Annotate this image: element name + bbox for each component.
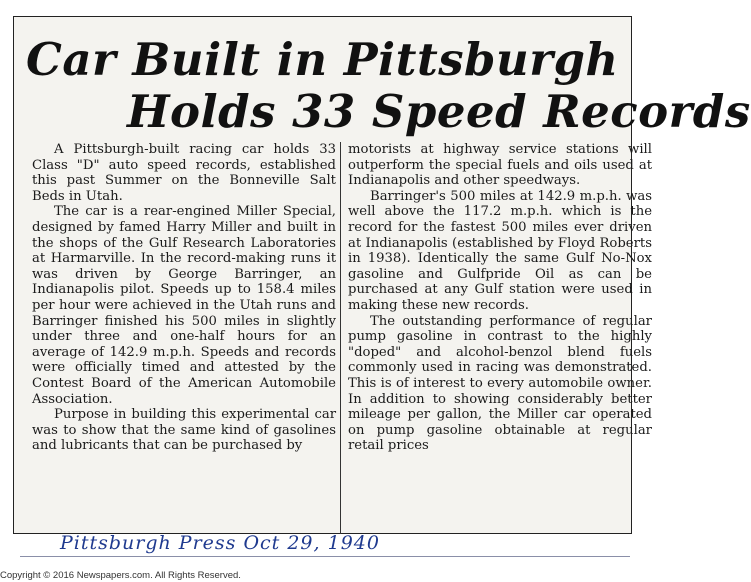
article-column-left xyxy=(32,142,336,454)
paragraph: Purpose in building this experimental car was to show that the same kind of gasolines and lubricants that can be purchased by xyxy=(32,407,336,454)
copyright-notice: Copyright © 2016 Newspapers.com. All Rights Reserved. xyxy=(0,570,241,581)
column-divider xyxy=(340,142,341,534)
handwritten-source-note: Pittsburgh Press Oct 29, 1940 xyxy=(60,532,380,554)
headline-line-2: Holds 33 Speed Records xyxy=(127,85,751,138)
handwriting-underline xyxy=(20,556,630,557)
newspaper-clipping xyxy=(13,16,751,534)
paragraph: Barringer's 500 miles at 142.9 m.p.h. was well above the 117.2 m.p.h. which is the record for the fastest 500 miles ever driven at Indianapolis (established by Floyd Roberts in 1938). Identically the same Gulf No-Nox gasoline and Gulfpride Oil as can be purchased at any Gulf station were used in making these new records. xyxy=(348,188,652,313)
headline-line-1: Car Built in Pittsburgh xyxy=(26,33,619,86)
article-column-right xyxy=(348,142,652,454)
paragraph: motorists at highway service stations will outperform the special fuels and oils used at Indianapolis and other speedways. xyxy=(348,142,652,189)
paragraph: The outstanding performance of regular pump gasoline in contrast to the highly "doped" and alcohol-benzol blend fuels commonly used in racing was demonstrated. This is of interest to every automobile owner. In addition to showing considerably better mileage per gallon, the Miller car operated on pump gasoline obtainable at regular retail prices xyxy=(348,313,652,454)
paragraph: A Pittsburgh-built racing car holds 33 Class "D" auto speed records, established this past Summer on the Bonneville Salt Beds in Utah. xyxy=(32,142,336,204)
paragraph: The car is a rear-engined Miller Special, designed by famed Harry Miller and built in the shops of the Gulf Research Laboratories at Harmarville. In the record-making runs it was driven by George Barringer, an Indianapolis pilot. Speeds up to 158.4 miles per hour were achieved in the Utah runs and Barringer finished his 500 miles in slightly under three and one-half hours for an average of 142.9 m.p.h. Speeds and records were officially timed and attested by the Contest Board of the American Automobile Association. xyxy=(32,204,336,407)
